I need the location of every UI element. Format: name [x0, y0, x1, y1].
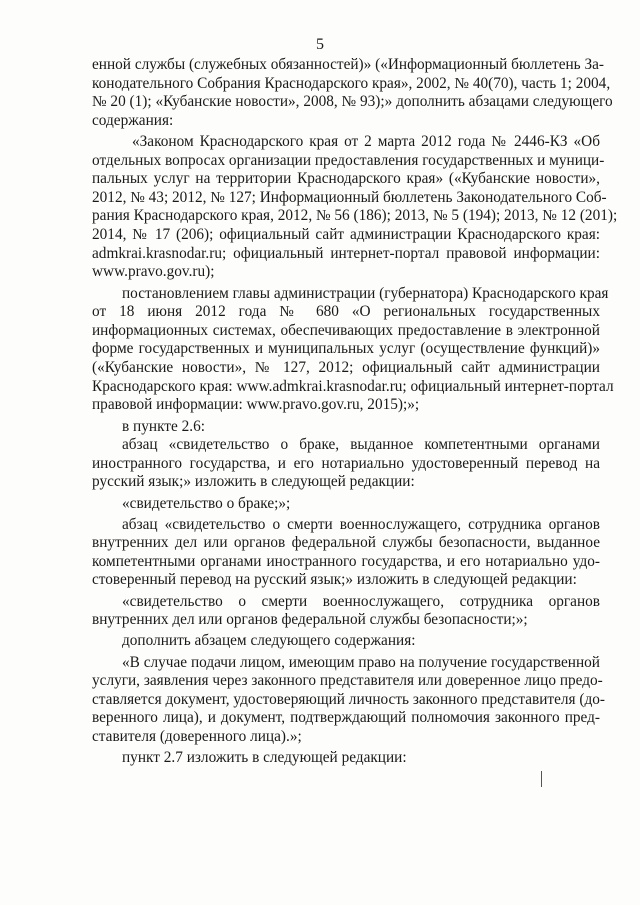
text-line: правовой информации: www.pravo.gov.ru, 2015);»; — [92, 396, 420, 414]
text-line: абзац «свидетельство о смерти военнослужащего, сотрудника органов — [122, 515, 600, 533]
text-line: www.pravo.gov.ru); — [92, 263, 215, 281]
text-line: от 18 июня 2012 года № 680 «О региональных государственных — [92, 303, 600, 321]
text-line: пальных услуг на территории Краснодарского края» («Кубанские новости», — [92, 170, 600, 188]
text-line: пункт 2.7 изложить в следующей редакции: — [122, 749, 407, 767]
text-line: информационных системах, обеспечивающих предоставление в электронной — [92, 321, 600, 339]
text-line: абзац «свидетельство о браке, выданное компетентными органами — [122, 436, 600, 454]
text-line: («Кубанские новости», № 127, 2012; официальный сайт администрации — [92, 358, 600, 376]
text-line: «свидетельство о смерти военнослужащего, сотрудника органов — [122, 592, 600, 610]
text-line: рания Краснодарского края, 2012, № 56 (186); 2013, № 5 (194); 2013, № 12 (201); — [92, 207, 618, 225]
text-line: внутренних дел или органов федеральной службы безопасности;»; — [92, 611, 528, 629]
text-line: дополнить абзацем следующего содержания: — [122, 632, 416, 650]
scan-artifact-mark — [541, 771, 542, 787]
text-line: постановлением главы администрации (губернатора) Краснодарского края — [122, 284, 609, 302]
text-line: внутренних дел или органов федеральной службы безопасности, выданное — [92, 534, 600, 552]
text-line: в пункте 2.6: — [122, 417, 205, 435]
text-line: «свидетельство о браке;»; — [122, 494, 291, 512]
page-number: 5 — [316, 36, 324, 53]
text-line: ставителя (доверенного лица).»; — [92, 728, 302, 745]
text-line: 2014, № 17 (206); официальный сайт администрации Краснодарского края: — [92, 226, 600, 243]
text-line: «Законом Краснодарского края от 2 марта 2012 года № 2446-КЗ «Об — [132, 133, 600, 150]
text-line: ставляется документ, удостоверяющий личность законного представителя (до- — [92, 690, 605, 708]
text-line: форме государственных и муниципальных услуг (осуществление функций)» — [92, 340, 600, 358]
text-line: иностранного государства, и его нотариально удостоверенный перевод на — [92, 454, 600, 472]
text-line: «В случае подачи лицом, имеющим право на получение государственной — [122, 653, 600, 671]
text-line: № 20 (1); «Кубанские новости», 2008, № 93);» дополнить абзацами следующего — [92, 93, 613, 111]
text-line: отдельных вопросах организации предоставления государственных и муници- — [92, 151, 605, 169]
text-line: енной службы (служебных обязанностей)» («Информационный бюллетень За- — [92, 56, 605, 73]
text-line: конодательного Собрания Краснодарского края», 2002, № 40(70), часть 1; 2004, — [92, 74, 611, 92]
text-line: русский язык;» изложить в следующей редакции: — [92, 473, 415, 491]
text-line: компетентными органами иностранного государства, и его нотариально удо- — [92, 552, 600, 570]
text-line: веренного лица), и документ, подтверждающий полномочия законного пред- — [92, 709, 600, 727]
text-line: стоверенный перевод на русский язык;» изложить в следующей редакции: — [92, 571, 577, 589]
text-line: содержания: — [92, 111, 174, 129]
text-line: 2012, № 43; 2012, № 127; Информационный бюллетень Законодательного Соб- — [92, 188, 607, 206]
text-line: admkrai.krasnodar.ru; официальный интернет-портал правовой информации: — [92, 244, 600, 262]
text-line: услуги, заявления через законного представителя или доверенное лицо предо- — [92, 672, 603, 690]
text-line: Краснодарского края: www.admkrai.krasnodar.ru; официальный интернет-портал — [92, 377, 614, 395]
